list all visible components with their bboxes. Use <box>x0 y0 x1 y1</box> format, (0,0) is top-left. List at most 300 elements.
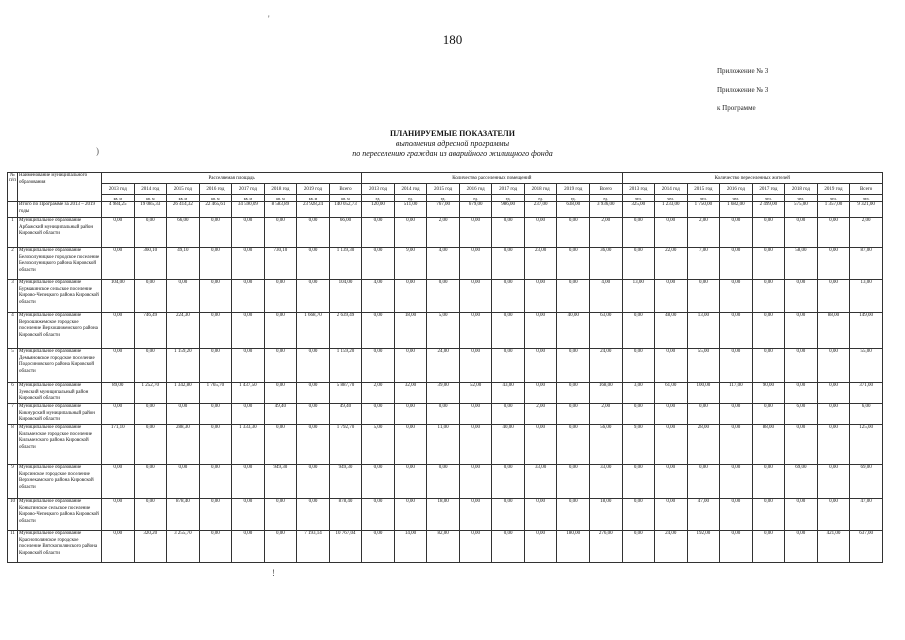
value-cell: 320,20 <box>134 531 167 563</box>
value-cell: 3,00 <box>622 383 655 404</box>
value-cell: 49,40 <box>329 404 362 425</box>
value-cell: 40,00 <box>557 313 590 349</box>
year-header: 2014 год <box>394 184 427 195</box>
year-header: 2015 год <box>427 184 460 195</box>
value-cell: 0,00 <box>459 349 492 383</box>
value-cell: 0,00 <box>817 425 850 465</box>
year-header: 2017 год <box>492 184 525 195</box>
unit-header: кв. м <box>167 195 200 202</box>
value-cell: 0,00 <box>557 349 590 383</box>
value-cell: 100,00 <box>687 383 720 404</box>
value-cell: 0,00 <box>167 404 200 425</box>
value-cell: 0,00 <box>622 531 655 563</box>
value-cell: 878,40 <box>329 499 362 531</box>
value-cell: 0,00 <box>264 349 297 383</box>
value-cell: 0,00 <box>362 218 395 248</box>
year-header: 2019 год <box>817 184 850 195</box>
value-cell: 0,00 <box>264 313 297 349</box>
unit-header: кв. м <box>134 195 167 202</box>
value-cell: 19 085,33 <box>134 202 167 218</box>
value-cell: 0,00 <box>622 349 655 383</box>
value-cell: 0,00 <box>817 349 850 383</box>
value-cell: 66,00 <box>167 218 200 248</box>
value-cell: 48,00 <box>655 313 688 349</box>
value-cell: 13,00 <box>850 280 883 313</box>
value-cell: 0,00 <box>102 531 135 563</box>
row-number: 2 <box>8 248 18 280</box>
value-cell: 0,00 <box>459 248 492 280</box>
value-cell: 6,00 <box>850 404 883 425</box>
year-header: 2017 год <box>232 184 265 195</box>
value-cell: 0,00 <box>459 404 492 425</box>
value-cell: 90,00 <box>752 383 785 404</box>
value-cell: 0,00 <box>199 280 232 313</box>
value-cell: 0,00 <box>785 349 818 383</box>
row-number: 3 <box>8 280 18 313</box>
value-cell: 0,00 <box>362 248 395 280</box>
value-cell: 0,00 <box>492 531 525 563</box>
table-row <box>8 404 883 425</box>
year-header: 2016 год <box>720 184 753 195</box>
appendix-line: Приложение № 3 <box>717 85 769 94</box>
row-number: 8 <box>8 425 18 465</box>
value-cell: 1 159,20 <box>167 349 200 383</box>
value-cell: 0,00 <box>655 465 688 499</box>
unit-header: чел. <box>622 195 655 202</box>
appendix-line: к Программе <box>717 104 756 112</box>
row-number: 4 <box>8 313 18 349</box>
municipality-name: Муниципальное образование Белохолуницкое городское поселение Белохолуницкого района Кировской области <box>18 248 102 280</box>
value-cell: 0,00 <box>785 218 818 248</box>
value-cell: 120,00 <box>362 202 395 218</box>
value-cell: 1 668,70 <box>297 313 330 349</box>
year-header: 2018 год <box>785 184 818 195</box>
value-cell: 371,00 <box>850 383 883 404</box>
year-header: 2014 год <box>134 184 167 195</box>
value-cell: 0,00 <box>622 404 655 425</box>
value-cell: 33,00 <box>589 465 622 499</box>
value-cell: 9,00 <box>394 248 427 280</box>
value-cell: 0,00 <box>655 404 688 425</box>
unit-header: кв. м <box>264 195 297 202</box>
value-cell: 0,00 <box>492 349 525 383</box>
value-cell: 0,00 <box>459 313 492 349</box>
value-cell: 2,00 <box>850 218 883 248</box>
unit-header: кв. м <box>102 195 135 202</box>
group-rooms-header: Количество расселенных помещений <box>362 173 622 184</box>
value-cell: 8 583,89 <box>264 202 297 218</box>
value-cell: 34 590,09 <box>232 202 265 218</box>
value-cell: 49,10 <box>167 248 200 280</box>
value-cell: 0,00 <box>817 404 850 425</box>
value-cell: 192,00 <box>687 531 720 563</box>
value-cell: 0,00 <box>394 499 427 531</box>
value-cell: 0,00 <box>720 313 753 349</box>
header-row-units <box>8 195 883 202</box>
value-cell: 0,00 <box>524 499 557 531</box>
header-row-years <box>8 184 883 195</box>
value-cell: 0,00 <box>264 280 297 313</box>
value-cell: 0,00 <box>557 465 590 499</box>
table-row <box>8 499 883 531</box>
value-cell: 2 499,00 <box>752 202 785 218</box>
year-header: 2016 год <box>459 184 492 195</box>
value-cell: 0,00 <box>557 383 590 404</box>
page-number: 180 <box>442 32 463 47</box>
value-cell: 0,00 <box>622 218 655 248</box>
value-cell: 949,30 <box>329 465 362 499</box>
value-cell: 0,00 <box>492 218 525 248</box>
value-cell: 0,00 <box>720 218 753 248</box>
value-cell: 0,00 <box>557 404 590 425</box>
value-cell: 125,00 <box>850 425 883 465</box>
unit-header: кв. м <box>232 195 265 202</box>
value-cell: 0,00 <box>297 383 330 404</box>
value-cell: 0,00 <box>102 349 135 383</box>
year-header: Всего <box>589 184 622 195</box>
value-cell: 24,00 <box>589 349 622 383</box>
value-cell: 87,00 <box>850 248 883 280</box>
value-cell: 0,00 <box>720 248 753 280</box>
value-cell: 0,00 <box>492 499 525 531</box>
row-number: 1 <box>8 218 18 248</box>
value-cell: 0,00 <box>394 280 427 313</box>
value-cell: 0,00 <box>134 218 167 248</box>
value-cell: 0,00 <box>459 425 492 465</box>
document-title <box>0 129 905 159</box>
value-cell: 0,00 <box>459 531 492 563</box>
value-cell: 2,00 <box>589 404 622 425</box>
value-cell: 0,00 <box>134 280 167 313</box>
year-header: 2013 год <box>362 184 395 195</box>
value-cell: 0,00 <box>167 280 200 313</box>
scan-mark-bottom: ! <box>272 568 275 578</box>
value-cell: 0,00 <box>362 313 395 349</box>
value-cell: 0,00 <box>102 465 135 499</box>
value-cell: 9 321,00 <box>850 202 883 218</box>
value-cell: 0,00 <box>199 404 232 425</box>
table-row <box>8 425 883 465</box>
value-cell: 89,00 <box>102 383 135 404</box>
value-cell: 0,00 <box>492 248 525 280</box>
value-cell: 0,00 <box>817 218 850 248</box>
value-cell: 0,00 <box>199 425 232 465</box>
value-cell: 224,30 <box>167 313 200 349</box>
value-cell: 0,00 <box>199 499 232 531</box>
row-number: 11 <box>8 531 18 563</box>
value-cell: 10 767,04 <box>329 531 362 563</box>
value-cell: 0,00 <box>264 383 297 404</box>
value-cell: 679,00 <box>459 202 492 218</box>
value-cell: 0,00 <box>655 425 688 465</box>
value-cell: 0,00 <box>817 383 850 404</box>
value-cell: 14,00 <box>394 531 427 563</box>
value-cell: 0,00 <box>720 280 753 313</box>
value-cell: 0,00 <box>199 531 232 563</box>
value-cell: 0,00 <box>297 349 330 383</box>
value-cell: 5,00 <box>427 313 460 349</box>
value-cell: 0,00 <box>102 218 135 248</box>
value-cell: 82,00 <box>427 531 460 563</box>
value-cell: 11,00 <box>427 425 460 465</box>
value-cell: 0,00 <box>785 425 818 465</box>
municipality-name: Муниципальное образование Верхошижемское городское поселение Верхошижемского района Кировской области <box>18 313 102 349</box>
unit-header: кв. м <box>297 195 330 202</box>
municipality-name: Муниципальное образование Кильмезское городское поселение Кильмезского района Кировской области <box>18 425 102 465</box>
value-cell: 0,00 <box>557 425 590 465</box>
value-cell: 40,00 <box>492 425 525 465</box>
value-cell: 58,00 <box>785 248 818 280</box>
unit-header: чел. <box>817 195 850 202</box>
value-cell: 0,00 <box>720 531 753 563</box>
header-row-groups <box>8 173 883 184</box>
value-cell: 0,00 <box>655 218 688 248</box>
value-cell: 0,00 <box>622 465 655 499</box>
value-cell: 1 342,80 <box>167 383 200 404</box>
value-cell: 7 193,14 <box>297 531 330 563</box>
value-cell: 878,40 <box>167 499 200 531</box>
value-cell: 22,00 <box>655 248 688 280</box>
value-cell: 43,00 <box>492 383 525 404</box>
value-cell: 0,00 <box>134 349 167 383</box>
value-cell: 0,00 <box>232 499 265 531</box>
value-cell: 32,00 <box>394 383 427 404</box>
value-cell: 0,00 <box>752 248 785 280</box>
indicators-table <box>7 172 883 563</box>
value-cell: 0,00 <box>297 280 330 313</box>
value-cell: 2,00 <box>427 218 460 248</box>
value-cell: 33,00 <box>524 465 557 499</box>
value-cell: 0,00 <box>199 248 232 280</box>
value-cell: 0,00 <box>394 465 427 499</box>
year-header: 2016 год <box>199 184 232 195</box>
value-cell: 0,00 <box>524 425 557 465</box>
unit-header: кв. м <box>199 195 232 202</box>
value-cell: 0,00 <box>427 465 460 499</box>
value-cell: 0,00 <box>362 531 395 563</box>
value-cell: 0,00 <box>102 313 135 349</box>
value-cell: 0,00 <box>102 499 135 531</box>
value-cell: 0,00 <box>134 404 167 425</box>
value-cell: 0,00 <box>655 280 688 313</box>
table-row <box>8 313 883 349</box>
value-cell: 0,00 <box>524 280 557 313</box>
value-cell: 0,00 <box>459 280 492 313</box>
value-cell: 0,00 <box>297 248 330 280</box>
value-cell: 575,00 <box>785 202 818 218</box>
value-cell: 1 333,30 <box>232 425 265 465</box>
value-cell: 0,00 <box>232 313 265 349</box>
municipality-name: Муниципальное образование Арбажский муниципальный район Кировской области <box>18 218 102 248</box>
value-cell: 511,00 <box>394 202 427 218</box>
year-header: Всего <box>329 184 362 195</box>
value-cell: 0,00 <box>524 531 557 563</box>
value-cell: 22 465,61 <box>199 202 232 218</box>
unit-header: ед. <box>589 195 622 202</box>
value-cell: 1 750,00 <box>687 202 720 218</box>
value-cell: 39,00 <box>427 383 460 404</box>
value-cell: 13,00 <box>687 313 720 349</box>
group-area-header: Расселяемая площадь <box>102 173 362 184</box>
value-cell: 0,00 <box>362 349 395 383</box>
value-cell: 4,00 <box>589 280 622 313</box>
value-cell: 0,00 <box>394 425 427 465</box>
appendix-block <box>717 62 827 118</box>
value-cell: 88,00 <box>752 425 785 465</box>
value-cell: 0,00 <box>232 404 265 425</box>
value-cell: 0,00 <box>752 531 785 563</box>
value-cell: 0,00 <box>752 280 785 313</box>
year-header: 2019 год <box>557 184 590 195</box>
value-cell: 0,00 <box>297 465 330 499</box>
row-number <box>8 202 18 218</box>
value-cell: 69,00 <box>785 465 818 499</box>
municipality-name: Муниципальное образование Кирсинское городское поселение Верхнекамского района Кировской области <box>18 465 102 499</box>
value-cell: 0,00 <box>524 349 557 383</box>
value-cell: 18,00 <box>394 313 427 349</box>
table-row <box>8 218 883 248</box>
value-cell: 88,00 <box>817 313 850 349</box>
value-cell: 168,00 <box>589 383 622 404</box>
value-cell: 0,00 <box>297 499 330 531</box>
value-cell: 18,00 <box>427 499 460 531</box>
unit-header: чел. <box>785 195 818 202</box>
value-cell: 1 233,00 <box>655 202 688 218</box>
value-cell: 638,00 <box>557 202 590 218</box>
value-cell: 9,00 <box>622 425 655 465</box>
unit-header: чел. <box>752 195 785 202</box>
value-cell: 5 887,70 <box>329 383 362 404</box>
value-cell: 730,10 <box>264 248 297 280</box>
year-header: 2017 год <box>752 184 785 195</box>
value-cell: 13,00 <box>622 280 655 313</box>
value-cell: 288,30 <box>167 425 200 465</box>
value-cell: 0,00 <box>232 531 265 563</box>
value-cell: 0,00 <box>134 425 167 465</box>
value-cell: 0,00 <box>752 499 785 531</box>
value-cell: 28,00 <box>687 425 720 465</box>
value-cell: 56,00 <box>589 425 622 465</box>
value-cell: 0,00 <box>427 280 460 313</box>
value-cell: 986,00 <box>492 202 525 218</box>
value-cell: 104,00 <box>102 280 135 313</box>
value-cell: 2,00 <box>362 383 395 404</box>
unit-header: ед. <box>557 195 590 202</box>
value-cell: 1 159,20 <box>329 349 362 383</box>
value-cell: 0,00 <box>785 383 818 404</box>
municipality-name: Муниципальное образование Краснополянское городское поселение Вятскополянского района Кировской области <box>18 531 102 563</box>
value-cell: 0,00 <box>817 248 850 280</box>
value-cell: 52,00 <box>459 383 492 404</box>
value-cell: 746,49 <box>134 313 167 349</box>
col-no-header: № п/п <box>8 173 18 202</box>
value-cell: 149,00 <box>850 313 883 349</box>
value-cell: 66,00 <box>329 218 362 248</box>
value-cell: 0,00 <box>264 499 297 531</box>
value-cell: 0,00 <box>362 404 395 425</box>
unit-header: ед. <box>459 195 492 202</box>
value-cell: 0,00 <box>459 218 492 248</box>
value-cell: 0,00 <box>524 383 557 404</box>
value-cell: 0,00 <box>199 349 232 383</box>
group-people-header: Количество переселенных жителей <box>622 173 883 184</box>
value-cell: 0,00 <box>232 349 265 383</box>
value-cell: 637,00 <box>850 531 883 563</box>
value-cell: 1 139,30 <box>329 248 362 280</box>
value-cell: 0,00 <box>362 465 395 499</box>
value-cell: 3 936,00 <box>589 202 622 218</box>
value-cell: 55,00 <box>850 349 883 383</box>
value-cell: 4,00 <box>362 280 395 313</box>
value-cell: 0,00 <box>264 531 297 563</box>
year-header: 2013 год <box>622 184 655 195</box>
value-cell: 0,00 <box>232 280 265 313</box>
scan-mark-top: ' <box>268 14 270 24</box>
value-cell: 0,00 <box>492 280 525 313</box>
value-cell: 6,00 <box>785 404 818 425</box>
value-cell: 0,00 <box>199 465 232 499</box>
table-row <box>8 248 883 280</box>
value-cell: 0,00 <box>134 499 167 531</box>
value-cell: 0,00 <box>687 404 720 425</box>
value-cell: 0,00 <box>167 465 200 499</box>
value-cell: 0,00 <box>817 499 850 531</box>
municipality-name: Муниципальное образование Демьяновское городское поселение Подосиновского района Кировской области <box>18 349 102 383</box>
value-cell: 0,00 <box>492 465 525 499</box>
value-cell: 2,00 <box>687 218 720 248</box>
value-cell: 0,00 <box>264 425 297 465</box>
value-cell: 0,00 <box>232 248 265 280</box>
unit-header: ед. <box>492 195 525 202</box>
value-cell: 171,10 <box>102 425 135 465</box>
value-cell: 0,00 <box>622 499 655 531</box>
value-cell: 0,00 <box>622 313 655 349</box>
value-cell: 47,00 <box>687 499 720 531</box>
value-cell: 4 984,25 <box>102 202 135 218</box>
value-cell: 0,00 <box>297 425 330 465</box>
value-cell: 1 357,00 <box>817 202 850 218</box>
value-cell: 2,00 <box>589 218 622 248</box>
unit-header: кв. м <box>329 195 362 202</box>
unit-header: чел. <box>687 195 720 202</box>
value-cell: 0,00 <box>720 465 753 499</box>
value-cell: 0,00 <box>134 465 167 499</box>
value-cell: 0,00 <box>557 218 590 248</box>
unit-header: чел. <box>850 195 883 202</box>
value-cell: 237,00 <box>524 202 557 218</box>
value-cell: 49,40 <box>264 404 297 425</box>
value-cell: 23 928,24 <box>297 202 330 218</box>
value-cell: 0,00 <box>232 218 265 248</box>
value-cell: 0,00 <box>102 404 135 425</box>
value-cell: 0,00 <box>687 465 720 499</box>
value-cell: 1 792,70 <box>329 425 362 465</box>
value-cell: 0,00 <box>394 404 427 425</box>
value-cell: 1 252,70 <box>134 383 167 404</box>
row-number: 5 <box>8 349 18 383</box>
value-cell: 1 682,00 <box>720 202 753 218</box>
value-cell: 0,00 <box>720 499 753 531</box>
value-cell: 0,00 <box>720 425 753 465</box>
value-cell: 104,00 <box>329 280 362 313</box>
municipality-name: Муниципальное образование Зуевский муниципальный район Кировской области <box>18 383 102 404</box>
year-header: 2015 год <box>687 184 720 195</box>
value-cell: 23,00 <box>524 248 557 280</box>
value-cell: 0,00 <box>427 404 460 425</box>
unit-header: ед. <box>427 195 460 202</box>
year-header: 2014 год <box>655 184 688 195</box>
value-cell: 63,00 <box>589 313 622 349</box>
